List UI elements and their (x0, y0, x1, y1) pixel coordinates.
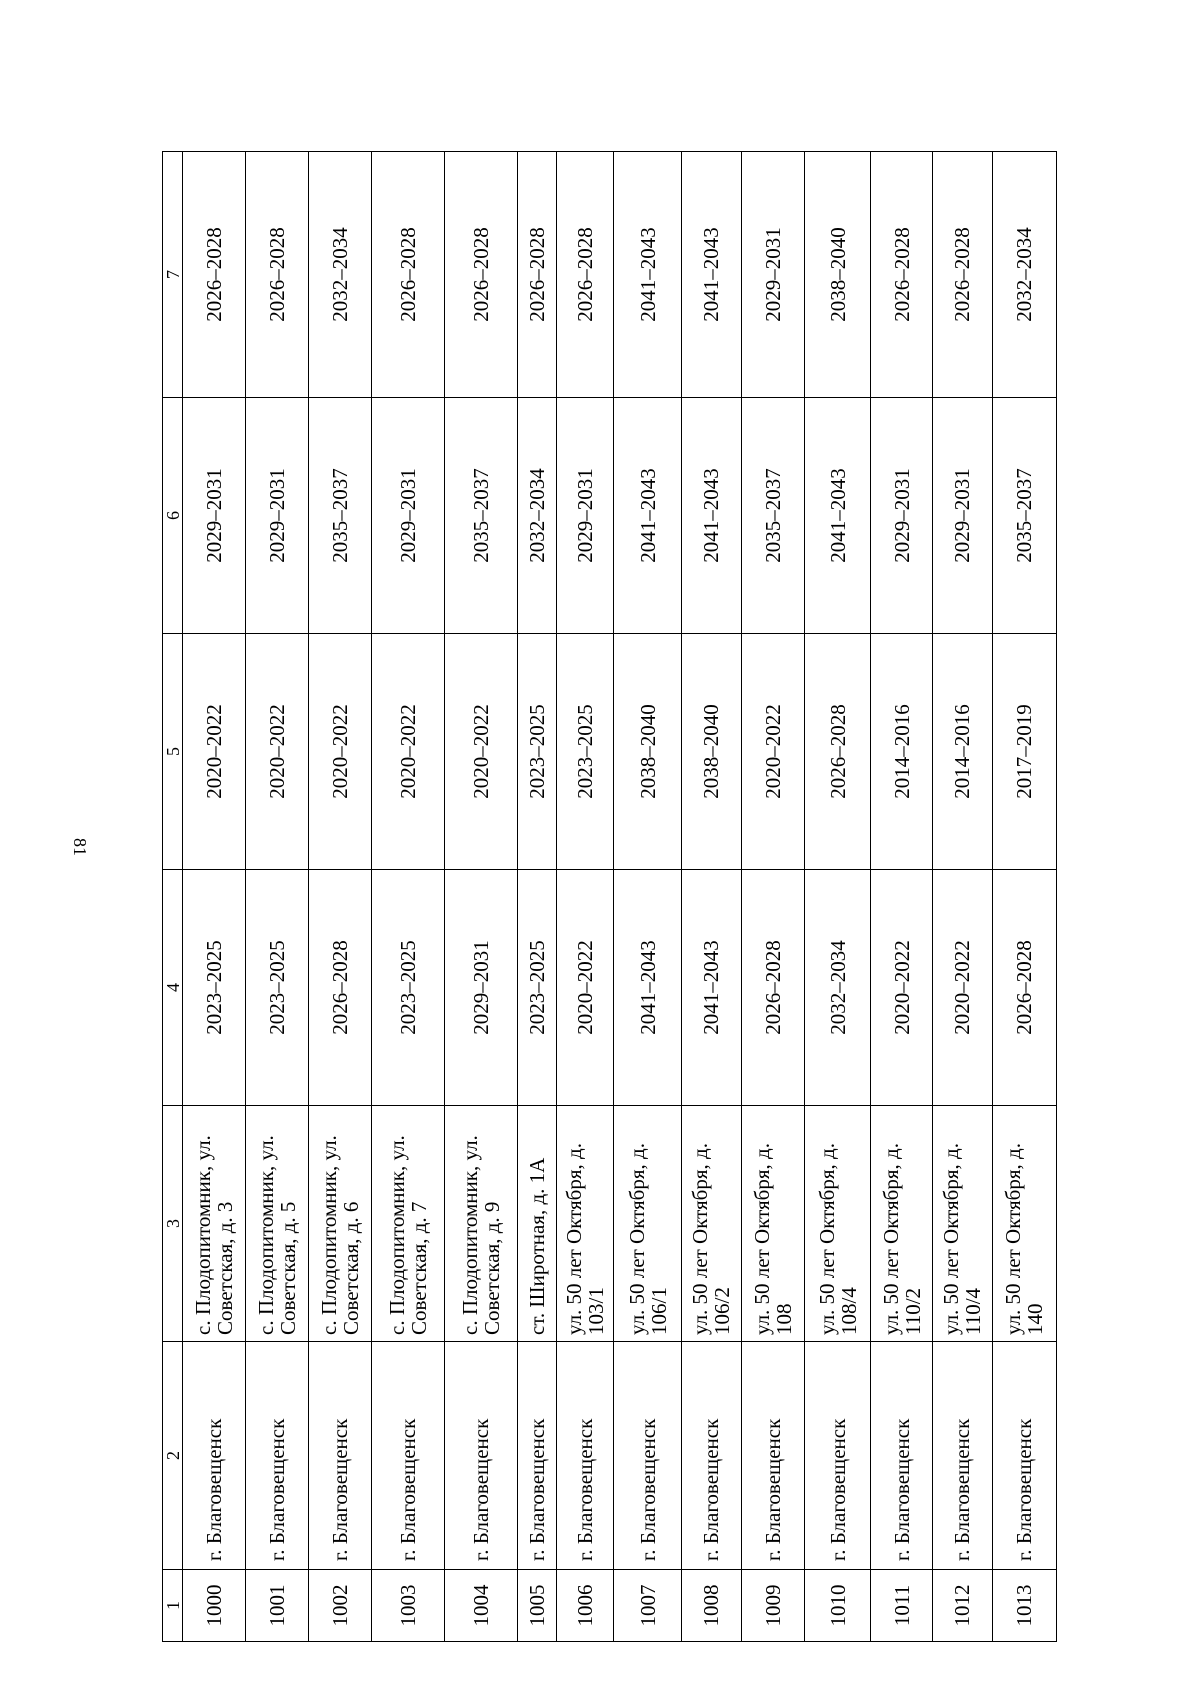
period-col4-cell: 2023–2025 (517, 869, 557, 1105)
period-col6-cell: 2029–2031 (871, 397, 932, 633)
table-row (871, 151, 932, 1641)
city-cell: г. Благовещенск (805, 1341, 871, 1569)
city-cell: г. Благовещенск (557, 1341, 614, 1569)
address-cell: с. Плодопитомник, ул. Советская, д. 6 (308, 1105, 371, 1341)
table-row (245, 151, 308, 1641)
period-col7-cell: 2026–2028 (372, 151, 445, 397)
city-cell: г. Благовещенск (183, 1341, 245, 1569)
city-cell: г. Благовещенск (614, 1341, 682, 1569)
period-col5-cell: 2038–2040 (681, 633, 741, 869)
period-col6-cell: 2029–2031 (183, 397, 245, 633)
period-col4-cell: 2023–2025 (372, 869, 445, 1105)
period-col4-cell: 2026–2028 (741, 869, 804, 1105)
row-number-cell: 1006 (557, 1569, 614, 1641)
row-number-cell: 1001 (245, 1569, 308, 1641)
row-number-cell: 1000 (183, 1569, 245, 1641)
period-col6-cell: 2041–2043 (805, 397, 871, 633)
city-cell: г. Благовещенск (681, 1341, 741, 1569)
period-col7-cell: 2032–2034 (308, 151, 371, 397)
period-col6-cell: 2029–2031 (245, 397, 308, 633)
row-number-cell: 1003 (372, 1569, 445, 1641)
period-col4-cell: 2041–2043 (681, 869, 741, 1105)
city-cell: г. Благовещенск (444, 1341, 517, 1569)
table-row (805, 151, 871, 1641)
period-col6-cell: 2035–2037 (444, 397, 517, 633)
address-cell: с. Плодопитомник, ул. Советская, д. 5 (245, 1105, 308, 1341)
period-col6-cell: 2035–2037 (308, 397, 371, 633)
period-col5-cell: 2020–2022 (372, 633, 445, 869)
address-cell: ул. 50 лет Октября, д. 103/1 (557, 1105, 614, 1341)
row-number-cell: 1009 (741, 1569, 804, 1641)
row-number-cell: 1011 (871, 1569, 932, 1641)
period-col4-cell: 2026–2028 (308, 869, 371, 1105)
period-col7-cell: 2029–2031 (741, 151, 804, 397)
period-col5-cell: 2020–2022 (245, 633, 308, 869)
period-col7-cell: 2041–2043 (681, 151, 741, 397)
city-cell: г. Благовещенск (245, 1341, 308, 1569)
period-col7-cell: 2026–2028 (183, 151, 245, 397)
city-cell: г. Благовещенск (517, 1341, 557, 1569)
city-cell: г. Благовещенск (871, 1341, 932, 1569)
column-header-5: 5 (163, 633, 183, 869)
period-col6-cell: 2041–2043 (614, 397, 682, 633)
period-col5-cell: 2020–2022 (444, 633, 517, 869)
column-header-3: 3 (163, 1105, 183, 1341)
period-col4-cell: 2020–2022 (557, 869, 614, 1105)
table-row (557, 151, 614, 1641)
period-col5-cell: 2014–2016 (871, 633, 932, 869)
period-col5-cell: 2038–2040 (614, 633, 682, 869)
address-cell: с. Плодопитомник, ул. Советская, д. 3 (183, 1105, 245, 1341)
column-header-2: 2 (163, 1341, 183, 1569)
row-number-cell: 1012 (932, 1569, 992, 1641)
period-col5-cell: 2023–2025 (557, 633, 614, 869)
period-col5-cell: 2020–2022 (183, 633, 245, 869)
city-cell: г. Благовещенск (992, 1341, 1056, 1569)
address-cell: ул. 50 лет Октября, д. 108 (741, 1105, 804, 1341)
period-col7-cell: 2032–2034 (992, 151, 1056, 397)
period-col7-cell: 2026–2028 (932, 151, 992, 397)
address-cell: с. Плодопитомник, ул. Советская, д. 9 (444, 1105, 517, 1341)
address-cell: ст. Широтная, д. 1А (517, 1105, 557, 1341)
period-col6-cell: 2035–2037 (992, 397, 1056, 633)
period-col6-cell: 2041–2043 (681, 397, 741, 633)
city-cell: г. Благовещенск (932, 1341, 992, 1569)
period-col7-cell: 2026–2028 (444, 151, 517, 397)
address-cell: ул. 50 лет Октября, д. 106/2 (681, 1105, 741, 1341)
page-number: 81 (70, 838, 90, 856)
row-number-cell: 1004 (444, 1569, 517, 1641)
address-cell: ул. 50 лет Октября, д. 110/2 (871, 1105, 932, 1341)
address-cell: ул. 50 лет Октября, д. 110/4 (932, 1105, 992, 1341)
city-cell: г. Благовещенск (741, 1341, 804, 1569)
city-cell: г. Благовещенск (372, 1341, 445, 1569)
table-row (183, 151, 245, 1641)
period-col4-cell: 2032–2034 (805, 869, 871, 1105)
address-cell: ул. 50 лет Октября, д. 140 (992, 1105, 1056, 1341)
period-col5-cell: 2017–2019 (992, 633, 1056, 869)
period-col4-cell: 2029–2031 (444, 869, 517, 1105)
table-row (614, 151, 682, 1641)
period-col4-cell: 2023–2025 (183, 869, 245, 1105)
period-col6-cell: 2035–2037 (741, 397, 804, 633)
period-col6-cell: 2029–2031 (557, 397, 614, 633)
period-col5-cell: 2020–2022 (308, 633, 371, 869)
period-col5-cell: 2026–2028 (805, 633, 871, 869)
column-header-4: 4 (163, 869, 183, 1105)
column-header-1: 1 (163, 1569, 183, 1641)
table-row (308, 151, 371, 1641)
address-cell: с. Плодопитомник, ул. Советская, д. 7 (372, 1105, 445, 1341)
period-col5-cell: 2023–2025 (517, 633, 557, 869)
table-header-row (163, 151, 183, 1641)
row-number-cell: 1010 (805, 1569, 871, 1641)
period-col4-cell: 2020–2022 (932, 869, 992, 1105)
table-row (372, 151, 445, 1641)
city-cell: г. Благовещенск (308, 1341, 371, 1569)
column-header-7: 7 (163, 151, 183, 397)
table-row (992, 151, 1056, 1641)
table-row (444, 151, 517, 1641)
period-col6-cell: 2029–2031 (372, 397, 445, 633)
address-cell: ул. 50 лет Октября, д. 108/4 (805, 1105, 871, 1341)
period-col4-cell: 2026–2028 (992, 869, 1056, 1105)
row-number-cell: 1002 (308, 1569, 371, 1641)
period-col6-cell: 2029–2031 (932, 397, 992, 633)
table-row (741, 151, 804, 1641)
period-col7-cell: 2026–2028 (871, 151, 932, 397)
row-number-cell: 1008 (681, 1569, 741, 1641)
period-col4-cell: 2023–2025 (245, 869, 308, 1105)
period-col7-cell: 2026–2028 (517, 151, 557, 397)
table-row (517, 151, 557, 1641)
row-number-cell: 1005 (517, 1569, 557, 1641)
column-header-6: 6 (163, 397, 183, 633)
schedule-table (162, 151, 1057, 1642)
row-number-cell: 1013 (992, 1569, 1056, 1641)
period-col5-cell: 2020–2022 (741, 633, 804, 869)
address-cell: ул. 50 лет Октября, д. 106/1 (614, 1105, 682, 1341)
period-col7-cell: 2026–2028 (245, 151, 308, 397)
table-row (932, 151, 992, 1641)
period-col7-cell: 2038–2040 (805, 151, 871, 397)
period-col5-cell: 2014–2016 (932, 633, 992, 869)
period-col4-cell: 2020–2022 (871, 869, 932, 1105)
table-row (681, 151, 741, 1641)
period-col6-cell: 2032–2034 (517, 397, 557, 633)
period-col7-cell: 2041–2043 (614, 151, 682, 397)
period-col7-cell: 2026–2028 (557, 151, 614, 397)
row-number-cell: 1007 (614, 1569, 682, 1641)
period-col4-cell: 2041–2043 (614, 869, 682, 1105)
